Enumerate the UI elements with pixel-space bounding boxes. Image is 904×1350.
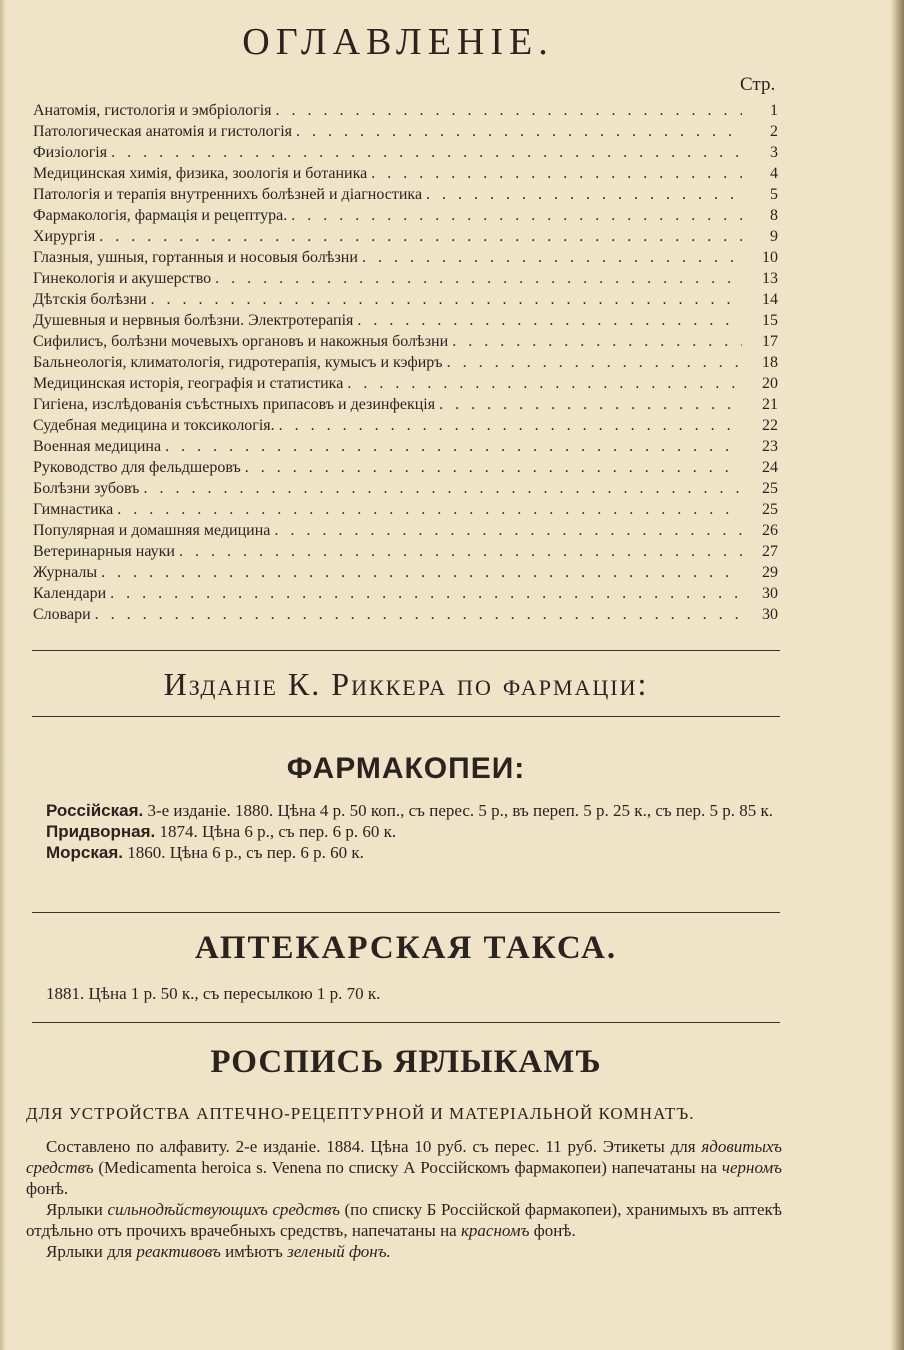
toc-entry-page: 14	[762, 291, 778, 308]
toc-entry	[33, 352, 778, 373]
toc-leader-dots	[276, 100, 743, 121]
toc-leader-dots	[151, 289, 742, 310]
toc-entry-label: Медицинская химія, физика, зоологія и ботаника	[33, 165, 368, 182]
toc-entry-page: 30	[762, 585, 778, 602]
toc-entry	[33, 205, 778, 226]
toc-entry-label: Хирургія	[33, 228, 96, 245]
labels-paragraph	[26, 1136, 782, 1199]
toc-entry-label: Болѣзни зубовъ	[33, 480, 140, 497]
toc-entry-label: Анатомія, гистологія и эмбріологія	[33, 102, 272, 119]
toc-entry-label: Сифилисъ, болѣзни мочевыхъ органовъ и накожныя болѣзни	[33, 333, 449, 350]
toc-leader-dots	[95, 604, 742, 625]
toc-entry-label: Руководство для фельдшеровъ	[33, 459, 241, 476]
toc-entry-page: 25	[762, 480, 778, 497]
toc-entry	[33, 247, 778, 268]
text-run: (по списку Б Россійской фармакопеи), хранимыхъ въ аптекѣ отдѣльно отъ прочихъ врачебныхъ средствъ, напечатаны на	[26, 1200, 782, 1240]
toc-entry-label: Бальнеологія, климатологія, гидротерапія, кумысъ и кэфиръ	[33, 354, 443, 371]
toc-entry-label: Гинекологія и акушерство	[33, 270, 212, 287]
text-run: Ярлыки для	[46, 1242, 137, 1261]
toc-entry-page: 23	[762, 438, 778, 455]
toc-entry-label: Дѣтскія болѣзни	[33, 291, 147, 308]
toc-entry-page: 9	[770, 228, 778, 245]
toc-leader-dots	[165, 436, 742, 457]
toc-entry-label: Глазныя, ушныя, гортанныя и носовыя болѣзни	[33, 249, 358, 266]
pharmacopoeia-item	[26, 800, 782, 821]
toc-entry-page: 2	[770, 123, 778, 140]
toc-entry-page: 22	[762, 417, 778, 434]
toc-entry-page: 21	[762, 396, 778, 413]
toc-entry-page: 26	[762, 522, 778, 539]
toc-entry-page: 17	[762, 333, 778, 350]
toc-entry-page: 1	[770, 102, 778, 119]
toc-entry-page: 25	[762, 501, 778, 518]
toc-entry-label: Гимнастика	[33, 501, 114, 518]
text-run: Ярлыки	[46, 1200, 108, 1219]
toc-leader-dots	[279, 415, 742, 436]
toc-entry-label: Физіологія	[33, 144, 108, 161]
toc-entry	[33, 499, 778, 520]
toc-leader-dots	[291, 205, 742, 226]
page-column-label: Стр.	[740, 74, 776, 95]
divider	[32, 1022, 780, 1023]
toc-leader-dots	[117, 499, 742, 520]
toc-entry-label: Журналы	[33, 564, 98, 581]
labels-list-body	[26, 1136, 782, 1262]
toc-entry	[33, 163, 778, 184]
text-run: имѣютъ	[220, 1242, 288, 1261]
pharmacopoeia-text: 1860. Цѣна 6 р., съ пер. 6 р. 60 к.	[123, 843, 364, 862]
pharmacopoeia-item	[26, 821, 782, 842]
labels-list-subtitle: ДЛЯ УСТРОЙСТВА АПТЕЧНО-РЕЦЕПТУРНОЙ И МАТЕРІАЛЬНОЙ КОМНАТЪ.	[26, 1104, 695, 1123]
toc-entry-page: 10	[762, 249, 778, 266]
toc-entry-label: Медицинская исторія, географія и статистика	[33, 375, 344, 392]
toc-leader-dots	[371, 163, 742, 184]
toc-leader-dots	[447, 352, 742, 373]
toc-entry	[33, 142, 778, 163]
pharmacopoeia-name: Россійская.	[46, 801, 144, 820]
pharmacopoeia-text: 1874. Цѣна 6 р., съ пер. 6 р. 60 к.	[155, 822, 397, 841]
toc-entry-page: 15	[762, 312, 778, 329]
toc-entry	[33, 604, 778, 625]
pharmacopoeia-item	[26, 842, 782, 863]
toc-entry-label: Календари	[33, 585, 107, 602]
divider	[32, 650, 780, 651]
toc-entry	[33, 541, 778, 562]
toc-leader-dots	[362, 247, 742, 268]
toc-leader-dots	[111, 142, 742, 163]
toc-entry-label: Патологическая анатомія и гистологія	[33, 123, 293, 140]
toc-leader-dots	[143, 478, 742, 499]
pharmacopoeias-title: ФАРМАКОПЕИ:	[286, 752, 526, 785]
toc-leader-dots	[274, 520, 742, 541]
toc-leader-dots	[452, 331, 742, 352]
publisher-heading: Изданіе К. Риккера по фармаціи:	[163, 666, 649, 702]
toc-entry-label: Судебная медицина и токсикологія.	[33, 417, 275, 434]
text-run: фонѣ.	[26, 1179, 69, 1198]
pharmacopoeia-text: 3-е изданіе. 1880. Цѣна 4 р. 50 коп., съ перес. 5 р., въ переп. 5 р. 25 к., съ пер. 5 р. 85 к.	[143, 801, 774, 820]
toc-entry-label: Популярная и домашняя медицина	[33, 522, 271, 539]
toc-leader-dots	[439, 394, 742, 415]
toc-entry	[33, 268, 778, 289]
toc-entry	[33, 562, 778, 583]
toc-leader-dots	[99, 226, 742, 247]
toc-entry	[33, 100, 778, 121]
labels-paragraph	[26, 1199, 782, 1241]
toc-entry-page: 18	[762, 354, 778, 371]
toc-entry-page: 30	[762, 606, 778, 623]
emphasis-text: реактивовъ	[136, 1242, 221, 1261]
toc-leader-dots	[426, 184, 742, 205]
text-run: Составлено по алфавиту. 2-е изданіе. 1884. Цѣна 10 руб. съ перес. 11 руб. Этикеты для	[46, 1137, 702, 1156]
toc-entry-page: 8	[770, 207, 778, 224]
toc-list	[33, 100, 778, 625]
toc-entry	[33, 310, 778, 331]
toc-entry-page: 27	[762, 543, 778, 560]
toc-entry	[33, 394, 778, 415]
toc-leader-dots	[215, 268, 742, 289]
toc-entry-page: 3	[770, 144, 778, 161]
toc-entry	[33, 520, 778, 541]
toc-entry-label: Душевныя и нервныя болѣзни. Электротерапія	[33, 312, 354, 329]
toc-entry-label: Гигіена, изслѣдованія съѣстныхъ припасовъ и дезинфекція	[33, 396, 436, 413]
pharmacopoeias-list	[26, 800, 782, 863]
emphasis-text: ядовитыхъ средствъ	[26, 1137, 782, 1177]
toc-entry-page: 20	[762, 375, 778, 392]
text-run: (Medicamenta heroica s. Venena по списку А Россійскомъ фармакопеи) напечатаны на	[93, 1158, 722, 1177]
divider	[32, 912, 780, 913]
toc-entry-label: Патологія и терапія внутреннихъ болѣзней и діагностика	[33, 186, 423, 203]
toc-entry	[33, 331, 778, 352]
toc-entry-label: Ветеринарныя науки	[33, 543, 175, 560]
toc-title: ОГЛАВЛЕНІЕ.	[242, 21, 554, 63]
labels-paragraph	[26, 1241, 782, 1262]
text-run: фонѣ.	[529, 1221, 576, 1240]
toc-entry	[33, 226, 778, 247]
toc-leader-dots	[347, 373, 742, 394]
toc-entry-label: Военная медицина	[33, 438, 162, 455]
toc-leader-dots	[101, 562, 742, 583]
pharmacy-tax-title: АПТЕКАРСКАЯ ТАКСА.	[194, 930, 618, 966]
toc-entry-page: 13	[762, 270, 778, 287]
toc-entry	[33, 583, 778, 604]
toc-entry	[33, 184, 778, 205]
pharmacopoeia-name: Морская.	[46, 843, 123, 862]
toc-entry	[33, 121, 778, 142]
emphasis-text: зеленый фонъ.	[287, 1242, 391, 1261]
toc-leader-dots	[357, 310, 742, 331]
emphasis-text: красномъ	[460, 1221, 530, 1240]
toc-entry-page: 24	[762, 459, 778, 476]
toc-entry	[33, 415, 778, 436]
toc-entry	[33, 436, 778, 457]
toc-leader-dots	[179, 541, 742, 562]
pharmacopoeia-name: Придворная.	[46, 822, 156, 841]
toc-entry	[33, 478, 778, 499]
toc-entry	[33, 373, 778, 394]
toc-entry-page: 4	[770, 165, 778, 182]
toc-leader-dots	[110, 583, 742, 604]
toc-entry-label: Словари	[33, 606, 91, 623]
toc-entry-page: 5	[770, 186, 778, 203]
page-edge-right	[890, 0, 904, 1350]
toc-entry-label: Фармакологія, фармація и рецептура.	[33, 207, 288, 224]
toc-leader-dots	[296, 121, 742, 142]
toc-entry-page: 29	[762, 564, 778, 581]
pharmacy-tax-text: 1881. Цѣна 1 р. 50 к., съ пересылкою 1 р. 70 к.	[46, 984, 381, 1003]
divider	[32, 716, 780, 717]
toc-entry	[33, 289, 778, 310]
labels-list-title: РОСПИСЬ ЯРЛЫКАМЪ	[210, 1044, 602, 1080]
toc-entry	[33, 457, 778, 478]
emphasis-text: черномъ	[721, 1158, 782, 1177]
emphasis-text: сильнодѣйствующихъ средствъ	[107, 1200, 340, 1219]
toc-leader-dots	[245, 457, 742, 478]
